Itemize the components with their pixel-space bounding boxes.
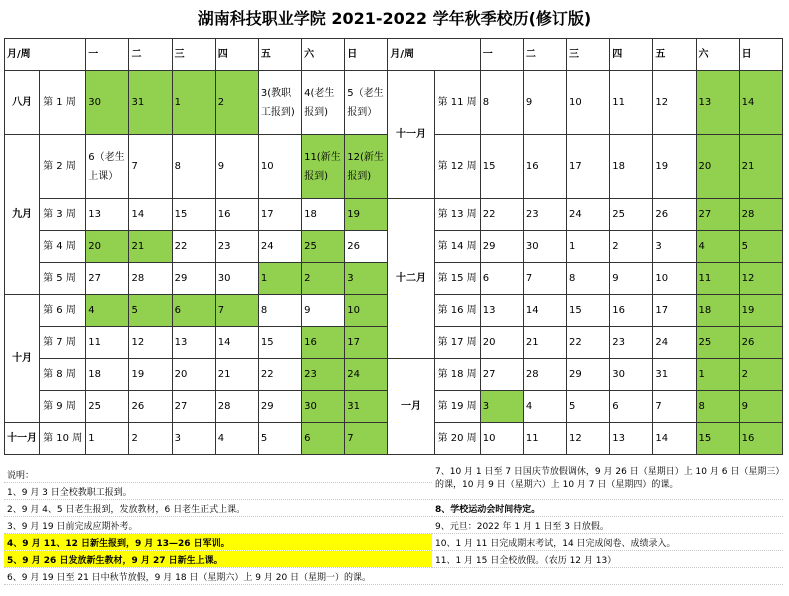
day-cell: 13 bbox=[696, 71, 739, 135]
week-label-left: 第 1 周 bbox=[40, 71, 86, 135]
day-cell: 15 bbox=[172, 199, 215, 231]
day-cell: 29 bbox=[567, 359, 610, 391]
header-sat-right: 六 bbox=[696, 39, 739, 71]
day-cell: 5 bbox=[567, 391, 610, 423]
header-wed: 三 bbox=[172, 39, 215, 71]
day-cell: 22 bbox=[567, 327, 610, 359]
day-cell: 18 bbox=[86, 359, 129, 391]
day-cell: 5（老生报到） bbox=[345, 71, 388, 135]
header-wed-right: 三 bbox=[567, 39, 610, 71]
header-tue-right: 二 bbox=[523, 39, 566, 71]
day-cell: 23 bbox=[302, 359, 345, 391]
day-cell: 5 bbox=[739, 231, 782, 263]
day-cell: 3 bbox=[653, 231, 696, 263]
day-cell: 6（老生上课） bbox=[86, 135, 129, 199]
day-cell: 8 bbox=[258, 295, 301, 327]
note-8: 8、学校运动会时间待定。 bbox=[432, 500, 783, 517]
day-cell: 12 bbox=[129, 327, 172, 359]
week-label-left: 第 6 周 bbox=[40, 295, 86, 327]
day-cell: 23 bbox=[610, 327, 653, 359]
day-cell: 17 bbox=[258, 199, 301, 231]
page-title: 湖南科技职业学院 2021-2022 学年秋季校历(修订版) bbox=[197, 9, 592, 28]
day-cell: 4 bbox=[86, 295, 129, 327]
day-cell: 12 bbox=[653, 71, 696, 135]
day-cell: 15 bbox=[696, 423, 739, 455]
header-thu: 四 bbox=[215, 39, 258, 71]
day-cell: 2 bbox=[739, 359, 782, 391]
day-cell: 20 bbox=[480, 327, 523, 359]
day-cell: 15 bbox=[567, 295, 610, 327]
day-cell: 6 bbox=[302, 423, 345, 455]
day-cell: 31 bbox=[345, 391, 388, 423]
day-cell: 19 bbox=[653, 135, 696, 199]
note-4: 4、9 月 11、12 日新生报到，9 月 13—26 日军训。 bbox=[4, 534, 432, 551]
day-cell: 7 bbox=[523, 263, 566, 295]
header-mon-right: 一 bbox=[480, 39, 523, 71]
week-label-left: 第 7 周 bbox=[40, 327, 86, 359]
day-cell: 9 bbox=[302, 295, 345, 327]
week-label-right: 第 14 周 bbox=[434, 231, 480, 263]
day-cell: 11(新生报到) bbox=[302, 135, 345, 199]
day-cell: 6 bbox=[480, 263, 523, 295]
day-cell: 7 bbox=[653, 391, 696, 423]
day-cell: 29 bbox=[172, 263, 215, 295]
day-cell: 30 bbox=[610, 359, 653, 391]
day-cell: 1 bbox=[258, 263, 301, 295]
note-3: 3、9 月 19 日前完成应期补考。 bbox=[4, 517, 432, 534]
day-cell: 16 bbox=[610, 295, 653, 327]
header-sun: 日 bbox=[345, 39, 388, 71]
day-cell: 16 bbox=[739, 423, 782, 455]
week-label-right: 第 16 周 bbox=[434, 295, 480, 327]
day-cell: 24 bbox=[258, 231, 301, 263]
week-label-right: 第 12 周 bbox=[434, 135, 480, 199]
week-label-right: 第 18 周 bbox=[434, 359, 480, 391]
day-cell: 10 bbox=[567, 71, 610, 135]
day-cell: 4 bbox=[215, 423, 258, 455]
day-cell: 4(老生报到) bbox=[302, 71, 345, 135]
day-cell: 5 bbox=[258, 423, 301, 455]
day-cell: 19 bbox=[345, 199, 388, 231]
day-cell: 18 bbox=[302, 199, 345, 231]
day-cell: 13 bbox=[480, 295, 523, 327]
day-cell: 16 bbox=[215, 199, 258, 231]
note-1: 1、9 月 3 日全校教职工报到。 bbox=[4, 483, 432, 500]
day-cell: 7 bbox=[345, 423, 388, 455]
day-cell: 10 bbox=[345, 295, 388, 327]
day-cell: 31 bbox=[653, 359, 696, 391]
week-label-right: 第 11 周 bbox=[434, 71, 480, 135]
day-cell: 20 bbox=[696, 135, 739, 199]
day-cell: 12 bbox=[567, 423, 610, 455]
day-cell: 1 bbox=[172, 71, 215, 135]
day-cell: 17 bbox=[567, 135, 610, 199]
month-label-left: 八月 bbox=[5, 71, 40, 135]
header-tue: 二 bbox=[129, 39, 172, 71]
day-cell: 11 bbox=[86, 327, 129, 359]
day-cell: 27 bbox=[696, 199, 739, 231]
day-cell: 24 bbox=[567, 199, 610, 231]
day-cell: 8 bbox=[172, 135, 215, 199]
day-cell: 25 bbox=[610, 199, 653, 231]
day-cell: 5 bbox=[129, 295, 172, 327]
month-label-right: 十一月 bbox=[388, 71, 434, 199]
day-cell: 8 bbox=[480, 71, 523, 135]
day-cell: 26 bbox=[653, 199, 696, 231]
week-row bbox=[5, 199, 783, 231]
header-sun-right: 日 bbox=[739, 39, 782, 71]
day-cell: 23 bbox=[523, 199, 566, 231]
day-cell: 7 bbox=[215, 295, 258, 327]
day-cell: 21 bbox=[215, 359, 258, 391]
day-cell: 28 bbox=[739, 199, 782, 231]
month-label-right: 十二月 bbox=[388, 199, 434, 359]
day-cell: 14 bbox=[215, 327, 258, 359]
month-label-right: 一月 bbox=[388, 359, 434, 455]
note-6: 6、9 月 19 日至 21 日中秋节放假，9 月 18 日（星期六）上 9 月 20 日（星期一）的课。 bbox=[4, 568, 783, 585]
day-cell: 3 bbox=[345, 263, 388, 295]
day-cell: 26 bbox=[129, 391, 172, 423]
note-7: 7、10 月 1 日至 7 日国庆节放假调休，9 月 26 日（星期日）上 10 月 6 日（星期三）的课，10 月 9 日（星期六）上 10 月 7 日（星期四）的课。 bbox=[432, 466, 783, 500]
day-cell: 21 bbox=[739, 135, 782, 199]
header-row bbox=[5, 39, 783, 71]
day-cell: 23 bbox=[215, 231, 258, 263]
day-cell: 9 bbox=[523, 71, 566, 135]
calendar-table bbox=[4, 38, 783, 455]
day-cell: 9 bbox=[610, 263, 653, 295]
note-2: 2、9 月 4、5 日老生报到，发放教材，6 日老生正式上课。 bbox=[4, 500, 432, 517]
day-cell: 2 bbox=[610, 231, 653, 263]
day-cell: 9 bbox=[739, 391, 782, 423]
week-row bbox=[5, 359, 783, 391]
header-month-week-left: 月/周 bbox=[5, 39, 86, 71]
header-mon: 一 bbox=[86, 39, 129, 71]
day-cell: 4 bbox=[696, 231, 739, 263]
day-cell: 15 bbox=[480, 135, 523, 199]
day-cell: 13 bbox=[172, 327, 215, 359]
day-cell: 1 bbox=[86, 423, 129, 455]
month-label-left: 十一月 bbox=[5, 423, 40, 455]
header-thu-right: 四 bbox=[610, 39, 653, 71]
day-cell: 1 bbox=[696, 359, 739, 391]
notes-label: 说明： bbox=[4, 466, 432, 483]
day-cell: 22 bbox=[480, 199, 523, 231]
day-cell: 30 bbox=[215, 263, 258, 295]
day-cell: 12(新生报到) bbox=[345, 135, 388, 199]
day-cell: 10 bbox=[258, 135, 301, 199]
week-label-right: 第 17 周 bbox=[434, 327, 480, 359]
day-cell: 6 bbox=[610, 391, 653, 423]
note-10: 10、1 月 11 日完成期末考试，14 日完成阅卷、成绩录入。 bbox=[432, 534, 783, 551]
day-cell: 17 bbox=[653, 295, 696, 327]
day-cell: 28 bbox=[129, 263, 172, 295]
day-cell: 8 bbox=[567, 263, 610, 295]
day-cell: 14 bbox=[129, 199, 172, 231]
day-cell: 9 bbox=[215, 135, 258, 199]
day-cell: 25 bbox=[696, 327, 739, 359]
day-cell: 24 bbox=[653, 327, 696, 359]
day-cell: 26 bbox=[739, 327, 782, 359]
day-cell: 30 bbox=[523, 231, 566, 263]
day-cell: 14 bbox=[739, 71, 782, 135]
week-label-left: 第 9 周 bbox=[40, 391, 86, 423]
day-cell: 22 bbox=[258, 359, 301, 391]
day-cell: 29 bbox=[480, 231, 523, 263]
day-cell: 30 bbox=[302, 391, 345, 423]
day-cell: 21 bbox=[523, 327, 566, 359]
day-cell: 2 bbox=[129, 423, 172, 455]
day-cell: 3 bbox=[172, 423, 215, 455]
day-cell: 16 bbox=[523, 135, 566, 199]
day-cell: 21 bbox=[129, 231, 172, 263]
day-cell: 19 bbox=[129, 359, 172, 391]
week-label-right: 第 13 周 bbox=[434, 199, 480, 231]
day-cell: 25 bbox=[302, 231, 345, 263]
week-row bbox=[5, 71, 783, 135]
day-cell: 7 bbox=[129, 135, 172, 199]
day-cell: 28 bbox=[215, 391, 258, 423]
header-fri-right: 五 bbox=[653, 39, 696, 71]
day-cell: 22 bbox=[172, 231, 215, 263]
day-cell: 6 bbox=[172, 295, 215, 327]
day-cell: 15 bbox=[258, 327, 301, 359]
week-label-left: 第 3 周 bbox=[40, 199, 86, 231]
day-cell: 11 bbox=[610, 71, 653, 135]
day-cell: 13 bbox=[610, 423, 653, 455]
note-5: 5、9 月 26 日发放新生教材，9 月 27 日新生上课。 bbox=[4, 551, 432, 568]
day-cell: 2 bbox=[302, 263, 345, 295]
header-month-week-right: 月/周 bbox=[388, 39, 480, 71]
header-fri: 五 bbox=[258, 39, 301, 71]
day-cell: 14 bbox=[653, 423, 696, 455]
week-label-right: 第 15 周 bbox=[434, 263, 480, 295]
week-label-right: 第 20 周 bbox=[434, 423, 480, 455]
day-cell: 24 bbox=[345, 359, 388, 391]
day-cell: 14 bbox=[523, 295, 566, 327]
day-cell: 18 bbox=[696, 295, 739, 327]
day-cell: 31 bbox=[129, 71, 172, 135]
day-cell: 27 bbox=[86, 263, 129, 295]
week-label-right: 第 19 周 bbox=[434, 391, 480, 423]
day-cell: 10 bbox=[653, 263, 696, 295]
day-cell: 30 bbox=[86, 71, 129, 135]
day-cell: 28 bbox=[523, 359, 566, 391]
day-cell: 25 bbox=[86, 391, 129, 423]
day-cell: 26 bbox=[345, 231, 388, 263]
day-cell: 17 bbox=[345, 327, 388, 359]
day-cell: 11 bbox=[523, 423, 566, 455]
week-label-left: 第 8 周 bbox=[40, 359, 86, 391]
header-sat: 六 bbox=[302, 39, 345, 71]
day-cell: 10 bbox=[480, 423, 523, 455]
day-cell: 18 bbox=[610, 135, 653, 199]
day-cell: 13 bbox=[86, 199, 129, 231]
week-label-left: 第 10 周 bbox=[40, 423, 86, 455]
day-cell: 20 bbox=[172, 359, 215, 391]
week-label-left: 第 4 周 bbox=[40, 231, 86, 263]
day-cell: 16 bbox=[302, 327, 345, 359]
day-cell: 20 bbox=[86, 231, 129, 263]
day-cell: 11 bbox=[696, 263, 739, 295]
day-cell: 3 bbox=[480, 391, 523, 423]
day-cell: 2 bbox=[215, 71, 258, 135]
month-label-left: 九月 bbox=[5, 135, 40, 295]
week-label-left: 第 2 周 bbox=[40, 135, 86, 199]
day-cell: 1 bbox=[567, 231, 610, 263]
notes-table bbox=[4, 466, 783, 585]
day-cell: 8 bbox=[696, 391, 739, 423]
day-cell: 27 bbox=[172, 391, 215, 423]
day-cell: 29 bbox=[258, 391, 301, 423]
day-cell: 27 bbox=[480, 359, 523, 391]
month-label-left: 十月 bbox=[5, 295, 40, 423]
day-cell: 12 bbox=[739, 263, 782, 295]
week-label-left: 第 5 周 bbox=[40, 263, 86, 295]
note-9: 9、元旦：2022 年 1 月 1 日至 3 日放假。 bbox=[432, 517, 783, 534]
day-cell: 4 bbox=[523, 391, 566, 423]
day-cell: 3(教职工报到) bbox=[258, 71, 301, 135]
note-11: 11、1 月 15 日全校放假。（农历 12 月 13） bbox=[432, 551, 783, 568]
day-cell: 19 bbox=[739, 295, 782, 327]
